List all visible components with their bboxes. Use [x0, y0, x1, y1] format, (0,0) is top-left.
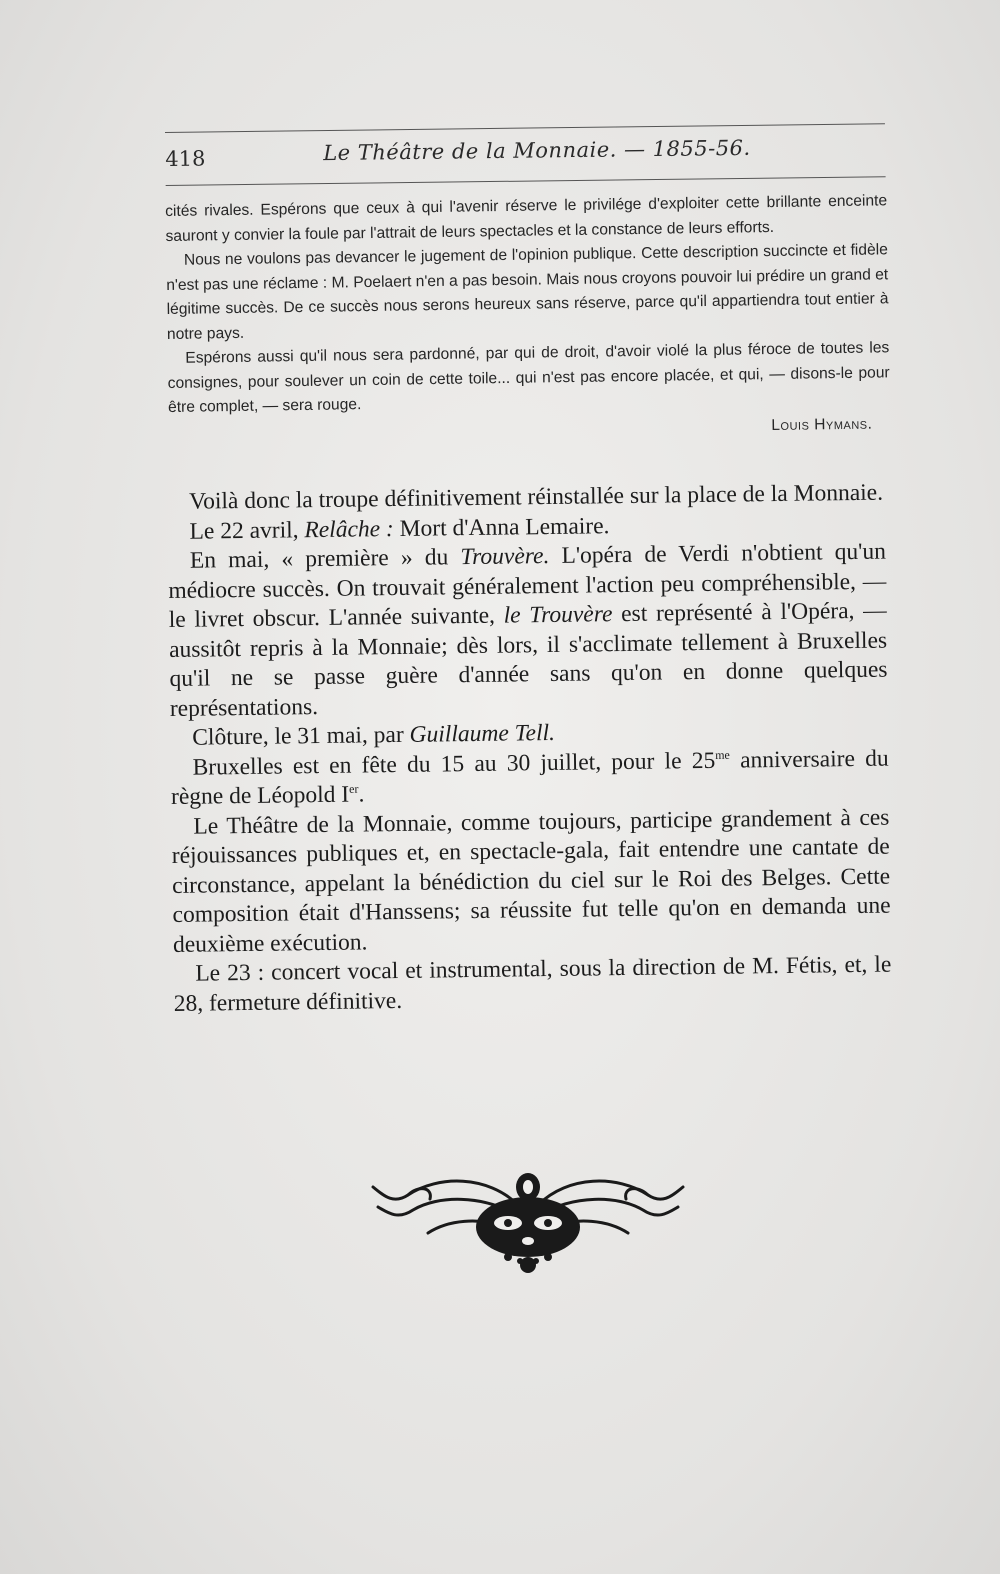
body-paragraph: [168, 538, 888, 724]
quote-paragraph: Espérons aussi qu'il nous sera pardonné, par qui de droit, d'avoir violé la plus féroce de toutes les consignes, pour soulever un coin de cette toile... qui n'est pas encore placée, et qui, — disons-le pour être complet, — sera rouge.: [167, 339, 890, 416]
running-title: Le Théâtre de la Monnaie. — 1855-56.: [323, 135, 751, 166]
superscript: me: [715, 747, 730, 762]
italic-text: le Trouvère: [503, 601, 613, 629]
superscript: er: [349, 781, 359, 796]
text-run: Bruxelles est en fête du 15 au 30 juillet, pour le 25: [192, 747, 716, 781]
quote-paragraph: Nous ne voulons pas devancer le jugement de l'opinion publique. Cette description succincte et fidèle n'est pas une réclame : M. Poelaert n'en a pas besoin. Mais nous croyons pouvoir lui prédire un grand et légitime succès. De ce succès nous serons heureux sans réserve, parce qu'il appartiendra tout entier à notre pays.: [166, 241, 889, 343]
text-run: L'opéra de Verdi n'obtient qu'un médiocre succès. On trouvait généralement l'action peu compréhensible, — le livret obscur. L'année suivante,: [168, 538, 887, 633]
main-text: [167, 479, 892, 1019]
italic-text: Relâche :: [304, 515, 394, 543]
text-run: Mort d'Anna Lemaire.: [393, 512, 610, 542]
running-header: [165, 123, 886, 186]
text-run: anniversaire du règne de Léopold I: [170, 745, 889, 810]
text-run: .: [358, 781, 365, 808]
quoted-passage: [165, 189, 891, 447]
text-run: est représenté à l'Opéra, — aussitôt repris à la Monnaie; dès lors, il s'acclimate tellement à Bruxelles qu'il ne se passe guère d'année sans qu'on en donne quelques représentations.: [168, 597, 888, 722]
body-paragraph: Le 23 : concert vocal et instrumental, sous la direction de M. Fétis, et, le 28, fermeture définitive.: [173, 951, 892, 1017]
floral-tailpiece-ornament-icon: [368, 1165, 688, 1277]
text-run: Le 22 avril,: [189, 516, 305, 545]
quote-paragraph: cités rivales. Espérons que ceux à qui l'avenir réserve le privilége d'exploiter cette brillante enceinte sauront y convier la foule par l'attrait de leurs spectacles et la constance de leurs efforts.: [165, 192, 888, 245]
italic-text: Guillaume Tell.: [409, 719, 556, 748]
body-paragraph: [170, 744, 889, 812]
page-number: 418: [165, 146, 206, 171]
text-run: En mai, « première » du: [189, 544, 461, 574]
italic-text: Trouvère.: [460, 543, 550, 571]
quote-signature: Louis Hymans.: [771, 415, 873, 434]
body-paragraph: Le Théâtre de la Monnaie, comme toujours, participe grandement à ces réjouissances publiques et, en spectacle-gala, fait entendre une cantate de circonstance, appelant la bénédiction du ciel sur le Roi des Belges. Cette composition était d'Hanssens; sa réussite fut telle qu'on en demanda une deuxième exécution.: [171, 804, 891, 958]
text-run: Clôture, le 31 mai, par: [192, 721, 410, 751]
body-paragraph: Voilà donc la troupe définitivement réinstallée sur la place de la Monnaie.: [189, 479, 884, 515]
